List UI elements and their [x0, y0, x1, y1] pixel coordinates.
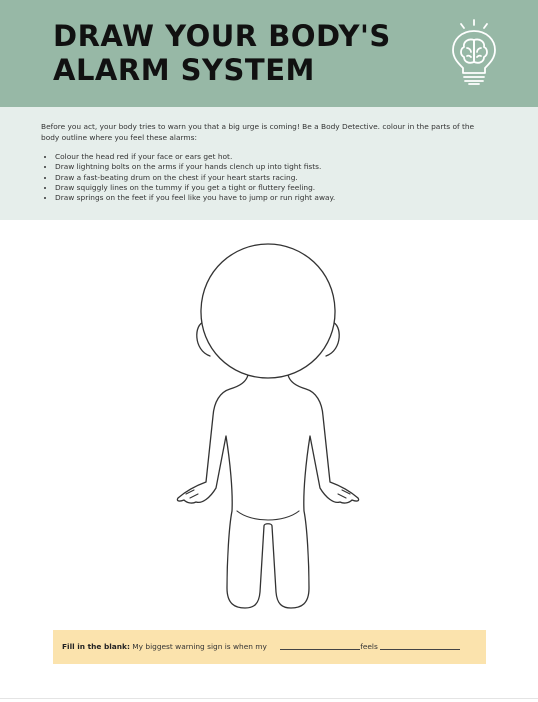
- list-item: • Draw springs on the feet if you feel like you have to jump or run right away.: [55, 193, 495, 203]
- fill-in-blank-middle: feels: [360, 642, 378, 651]
- fill-in-blank-text: [62, 641, 460, 652]
- head: [201, 244, 335, 378]
- body-outline[interactable]: [160, 236, 376, 614]
- blank-line-1[interactable]: [280, 641, 360, 650]
- divider: [0, 698, 538, 699]
- fill-in-blank-prompt: My biggest warning sign is when my: [132, 642, 267, 651]
- brain-lightbulb-icon: [448, 18, 500, 88]
- list-item: • Draw squiggly lines on the tummy if you get a tight or fluttery feeling.: [55, 183, 495, 193]
- list-item: • Draw a fast-beating drum on the chest if your heart starts racing.: [55, 173, 495, 183]
- list-item: • Colour the head red if your face or ears get hot.: [55, 152, 495, 162]
- page-header: [0, 0, 538, 107]
- torso-and-limbs: [177, 375, 358, 608]
- blank-line-2[interactable]: [380, 641, 460, 650]
- instruction-list: [41, 152, 495, 203]
- fill-in-blank-label: Fill in the blank:: [62, 642, 130, 651]
- fill-in-blank-box: [53, 630, 486, 664]
- list-item: • Draw lightning bolts on the arms if your hands clench up into tight fists.: [55, 162, 495, 172]
- intro-paragraph: Before you act, your body tries to warn you that a big urge is coming! Be a Body Detective. colour in the parts of the body outline where you feel these alarms:: [41, 122, 475, 142]
- page-title: DRAW YOUR BODY'S ALARM SYSTEM: [53, 19, 391, 87]
